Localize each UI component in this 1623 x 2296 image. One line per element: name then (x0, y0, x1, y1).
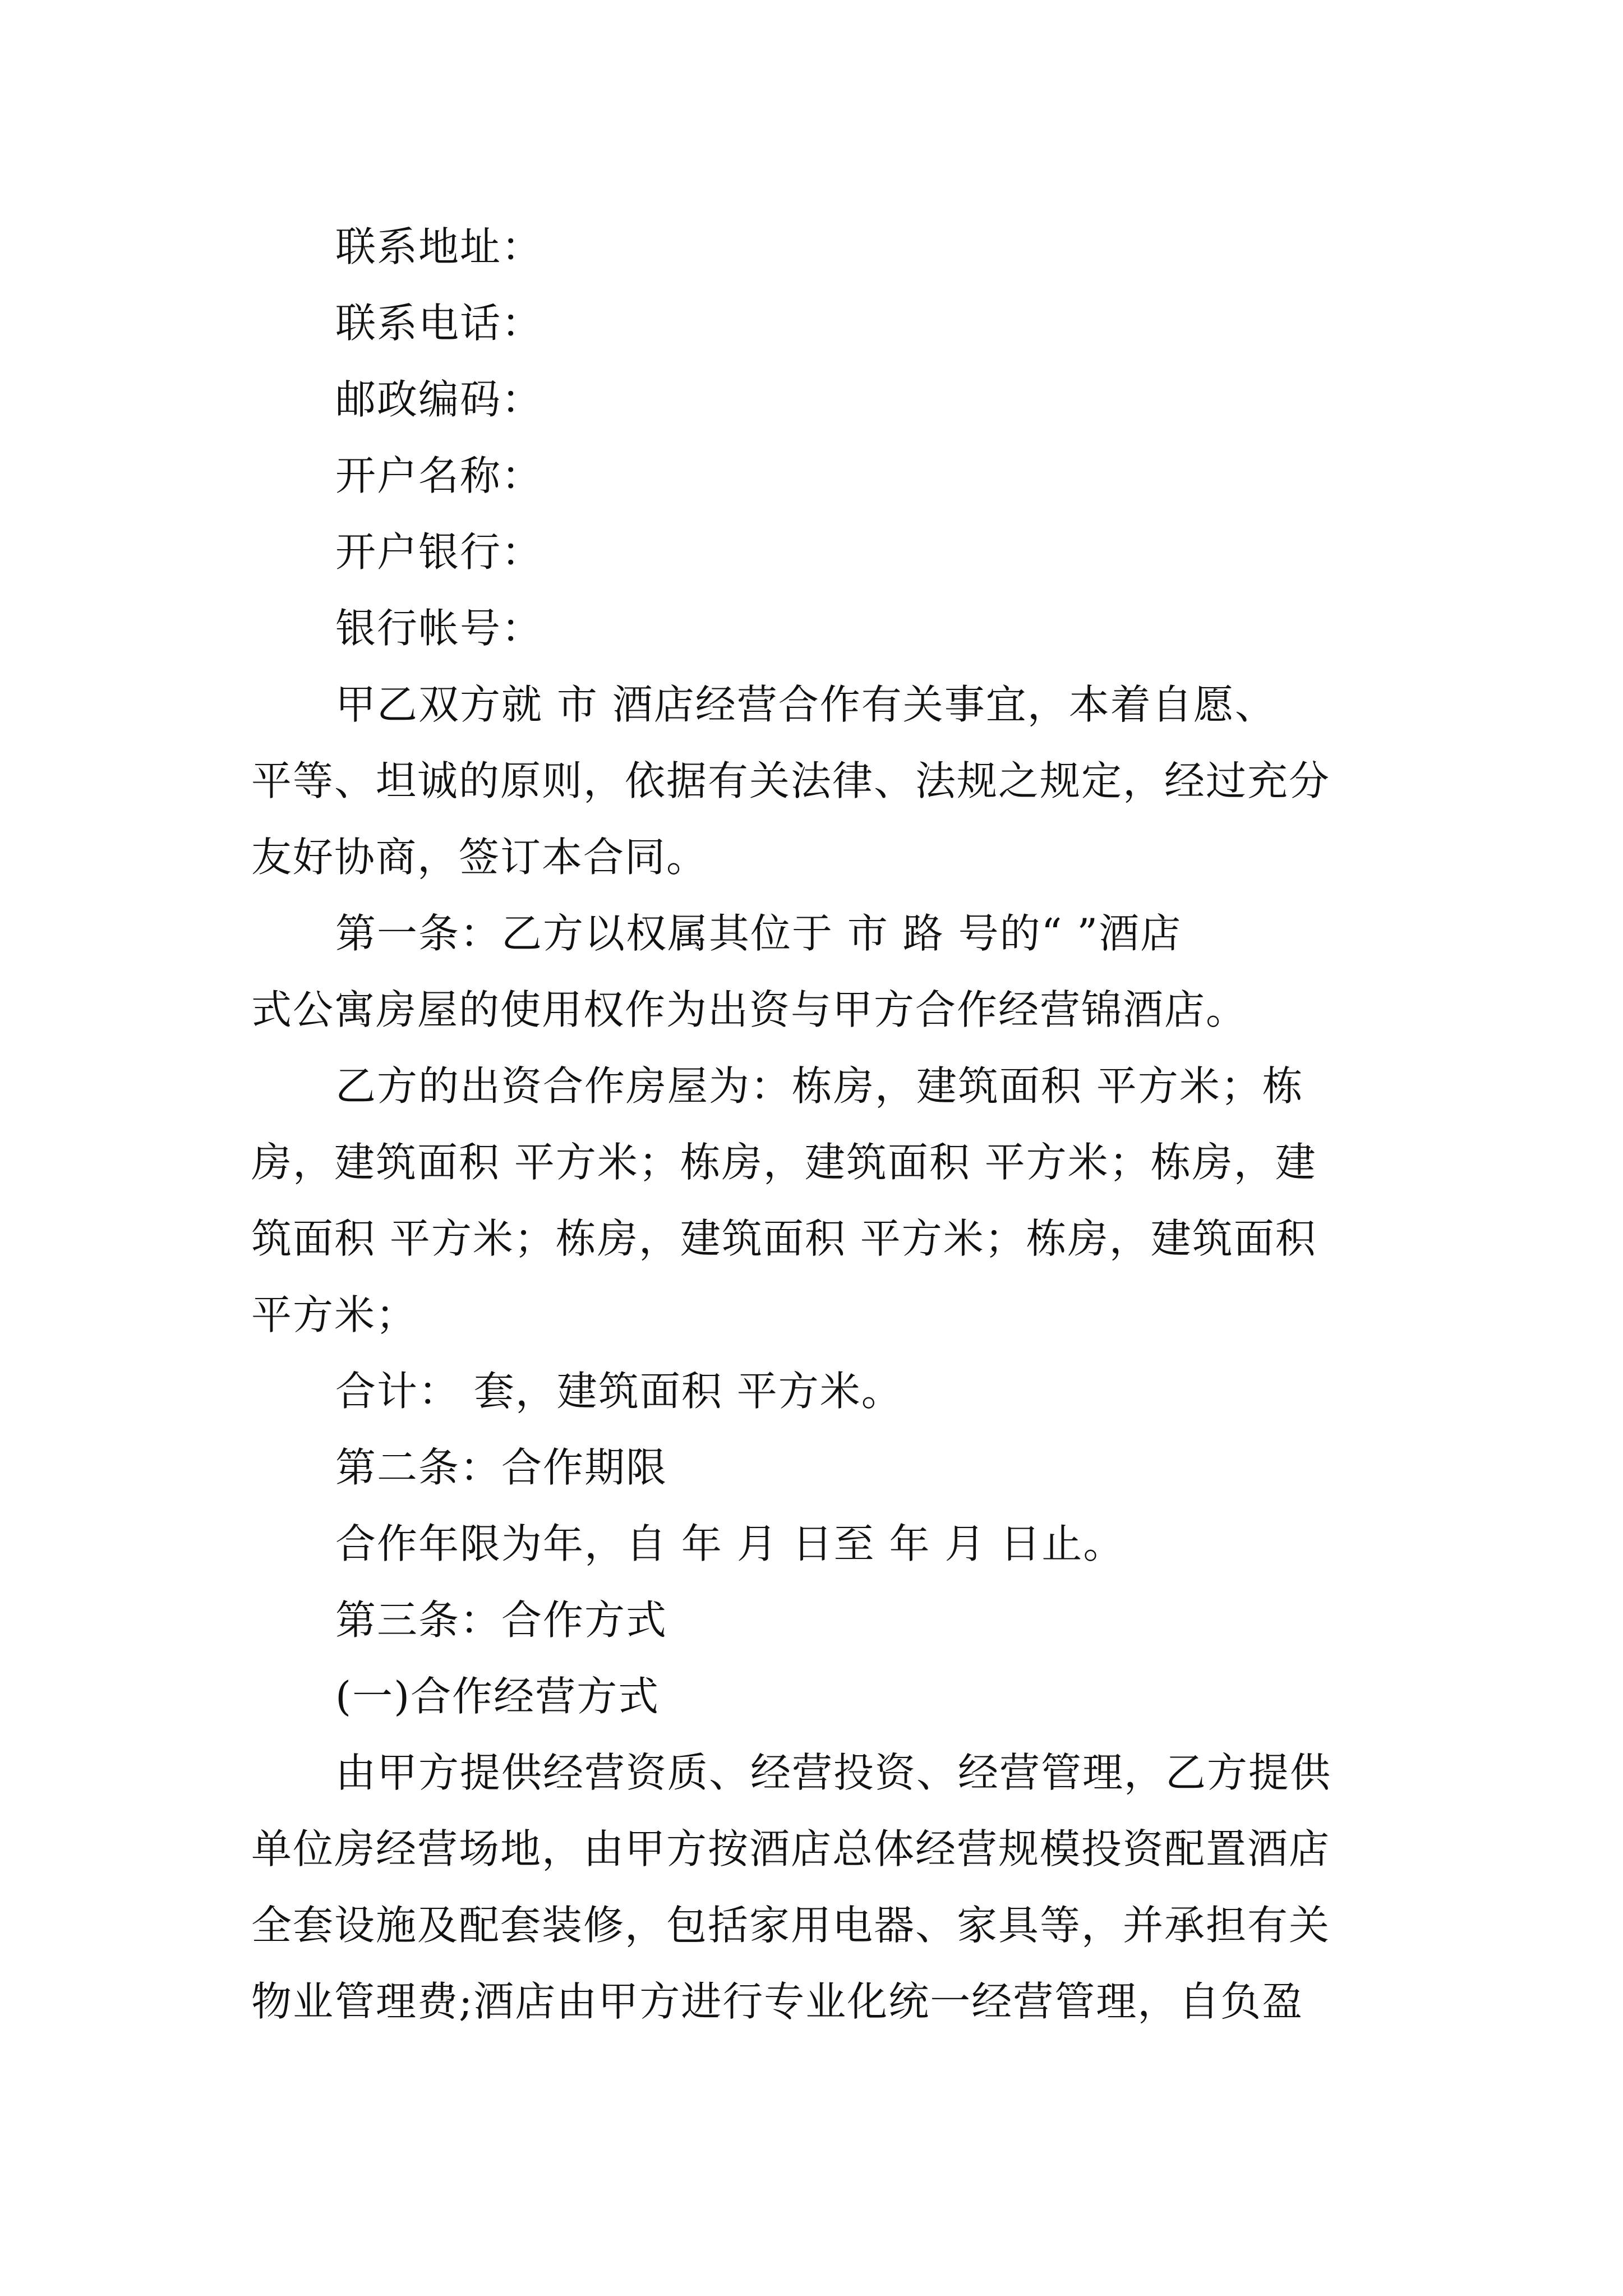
paragraph-line: 全套设施及配套装修，包括家用电器、家具等，并承担有关 (251, 1902, 1331, 1949)
cooperation-term-line: 合作年限为年，自 年 月 日至 年 月 日止。 (335, 1520, 1125, 1567)
article-three-heading: 第三条：合作方式 (335, 1596, 668, 1644)
paragraph-line: 友好协商，签订本合同。 (251, 834, 708, 881)
paragraph-line: 式公寓房屋的使用权作为出资与甲方合作经营锦酒店。 (251, 986, 1248, 1033)
contact-address-line: 联系地址： (335, 223, 543, 270)
contact-phone-line: 联系电话： (335, 300, 543, 347)
postal-code-line: 邮政编码： (335, 376, 543, 423)
paragraph-line: 乙方的出资合作房屋为：栋房，建筑面积 平方米；栋 (335, 1062, 1304, 1110)
paragraph-line: 平等、坦诚的原则，依据有关法律、法规之规定，经过充分 (251, 757, 1331, 804)
paragraph-line: 单位房经营场地，由甲方按酒店总体经营规模投资配置酒店 (251, 1825, 1331, 1872)
paragraph-line: 筑面积 平方米；栋房，建筑面积 平方米；栋房，建筑面积 (251, 1215, 1317, 1262)
article-one-line: 第一条：乙方以权属其位于 市 路 号的“ ”酒店 (335, 910, 1182, 957)
bank-name-line: 开户银行： (335, 528, 543, 576)
paragraph-line: 物业管理费;酒店由甲方进行专业化统一经营管理，自负盈 (251, 1978, 1304, 2025)
paragraph-line: 由甲方提供经营资质、经营投资、经营管理，乙方提供 (335, 1749, 1332, 1796)
paragraph-line: 平方米； (251, 1291, 418, 1338)
bank-account-line: 银行帐号： (335, 605, 543, 652)
paragraph-line: 房，建筑面积 平方米；栋房，建筑面积 平方米；栋房，建 (251, 1139, 1317, 1186)
total-line: 合计： 套，建筑面积 平方米。 (335, 1368, 903, 1415)
document-body (251, 209, 1390, 2040)
account-name-line: 开户名称： (335, 452, 543, 499)
article-two-heading: 第二条：合作期限 (335, 1444, 668, 1491)
paragraph-line: 甲乙双方就 市 酒店经营合作有关事宜，本着自愿、 (335, 681, 1276, 728)
section-heading: (一)合作经营方式 (335, 1673, 660, 1720)
